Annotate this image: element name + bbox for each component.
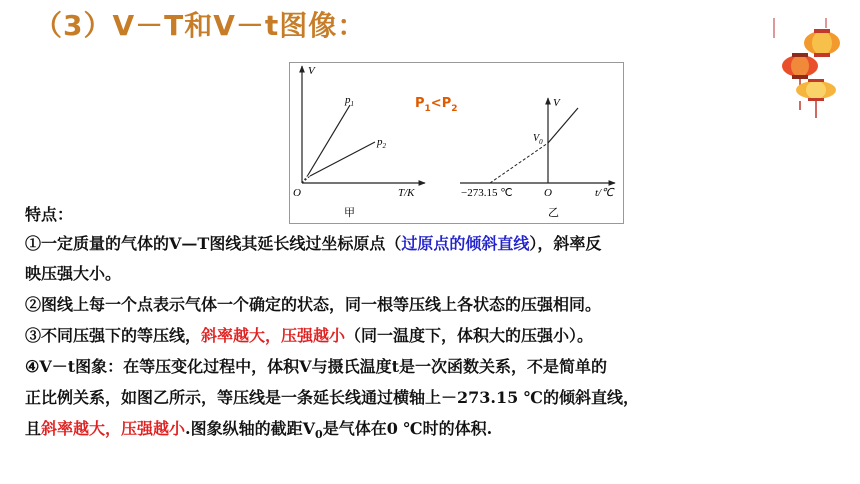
jia-line-p1 bbox=[308, 105, 350, 175]
jia-line-p2-extension bbox=[302, 176, 310, 183]
jia-x-label: T/K bbox=[398, 187, 415, 199]
point-1-line1: ①一定质量的气体的V—T图线其延长线过坐标原点（过原点的倾斜直线），斜率反 bbox=[25, 234, 602, 253]
jia-y-label: V bbox=[308, 65, 315, 77]
yi-neg-temp-label: −273.15 ℃ bbox=[461, 187, 513, 199]
jia-origin-label: O bbox=[293, 187, 301, 199]
yi-x-label: t/℃ bbox=[595, 187, 614, 199]
yi-y-label: V bbox=[553, 97, 560, 109]
jia-p1-label: $p_1$ bbox=[345, 94, 354, 108]
yi-origin-label: O bbox=[544, 187, 552, 199]
jia-caption: 甲 bbox=[344, 206, 355, 219]
point-2: ②图线上每一个点表示气体一个确定的状态，同一根等压线上各状态的压强相同。 bbox=[25, 295, 602, 314]
section-title: （3）V－T和V－t图像： bbox=[34, 9, 367, 42]
pressure-relation: $P_1<P_2$ bbox=[415, 96, 458, 114]
yi-isobar-line bbox=[548, 108, 578, 143]
point-4-line1: ④V－t图象：在等压变化过程中，体积V与摄氏温度t是一次函数关系，不是简单的 bbox=[25, 357, 607, 376]
point-4-line2: 正比例关系，如图乙所示，等压线是一条延长线通过横轴上－273.15 ℃的倾斜直线， bbox=[25, 388, 639, 407]
figure-panel bbox=[289, 62, 624, 224]
jia-p2-label: $p_2$ bbox=[377, 136, 386, 150]
yi-isobar-extension bbox=[490, 143, 548, 183]
yi-caption: 乙 bbox=[548, 206, 559, 219]
yi-v0-label: $V_0$ bbox=[533, 133, 543, 146]
features-heading: 特点： bbox=[25, 205, 74, 224]
point-4-line3: 且斜率越大，压强越小.图象纵轴的截距$V_0$是气体在0 ℃时的体积. bbox=[25, 419, 493, 442]
point-1-line2: 映压强大小。 bbox=[25, 264, 122, 283]
jia-line-p2 bbox=[310, 142, 375, 176]
point-3: ③不同压强下的等压线，斜率越大，压强越小（同一温度下，体积大的压强小）。 bbox=[25, 326, 594, 345]
lantern-decoration-icon bbox=[764, 18, 844, 128]
graphs-svg bbox=[290, 63, 623, 223]
